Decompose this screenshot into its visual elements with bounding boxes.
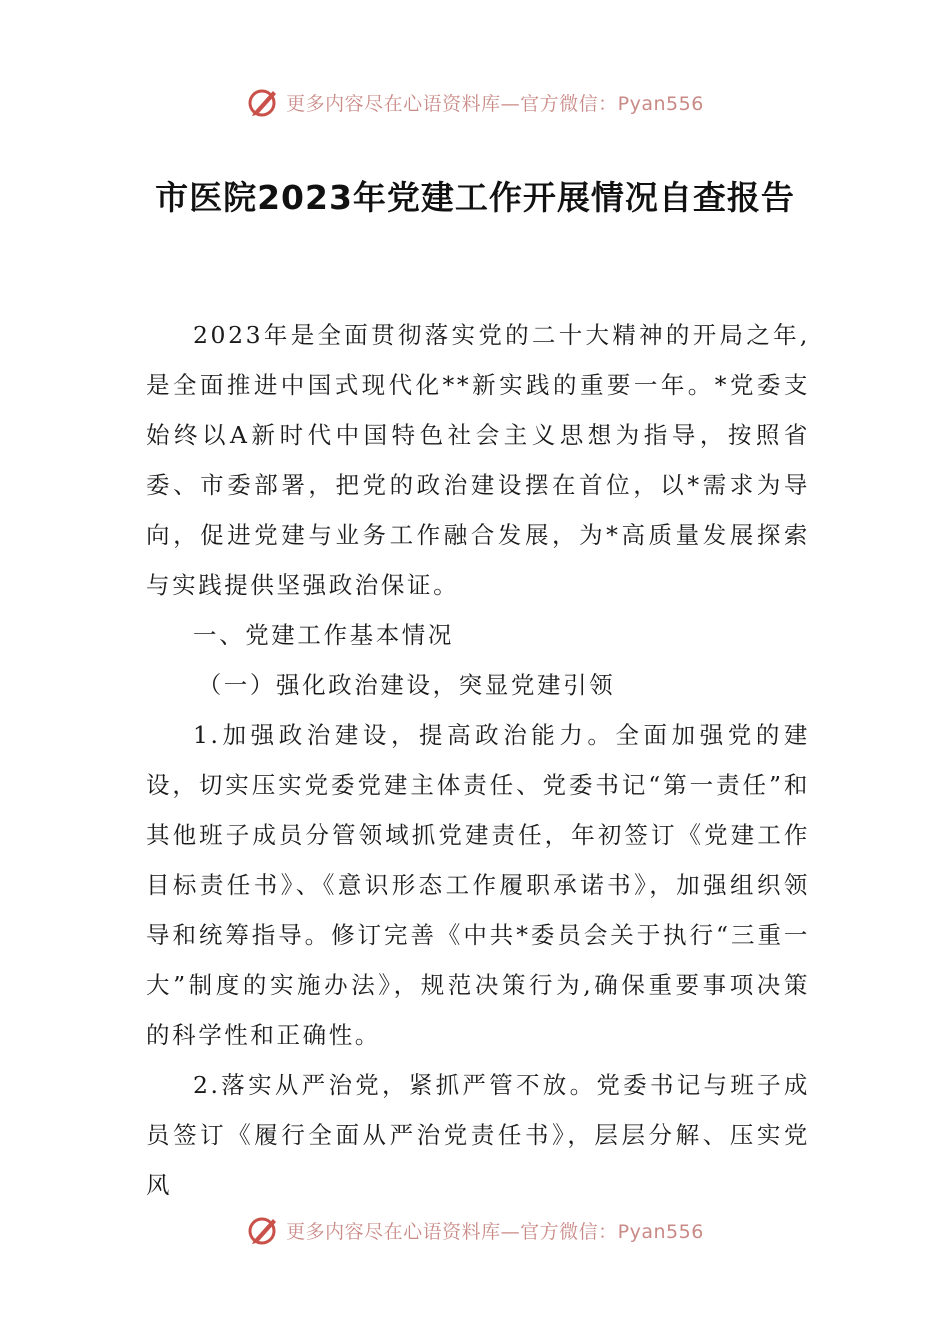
watermark-text: 更多内容尽在心语资料库—官方微信：Pyan556 <box>286 1220 704 1243</box>
header-watermark <box>0 82 950 122</box>
footer-watermark <box>0 1210 950 1250</box>
watermark-wechat-id: Pyan556 <box>617 92 704 115</box>
pen-circle-logo-icon <box>246 1213 280 1247</box>
pen-circle-logo-icon <box>246 85 280 119</box>
watermark-text: 更多内容尽在心语资料库—官方微信：Pyan556 <box>286 92 704 115</box>
watermark-wechat-id: Pyan556 <box>617 1220 704 1243</box>
subsection-heading: （一）强化政治建设，突显党建引领 <box>197 671 616 699</box>
section-heading: 一、党建工作基本情况 <box>193 621 454 649</box>
item-paragraph-1: 1.加强政治建设，提高政治能力。全面加强党的建设，切实压实党委党建主体责任、党委书记“第一责任”和其他班子成员分管领域抓党建责任，年初签订《党建工作目标责任书》、《意识形态工作履职承诺书》，加强组织领导和统筹指导。修订完善《中共*委员会关于执行“三重一大”制度的实施办法》，规范决策行为,确保重要事项决策的科学性和正确性。 <box>146 721 810 1049</box>
item-paragraph-2: 2.落实从严治党，紧抓严管不放。党委书记与班子成员签订《履行全面从严治党责任书》，层层分解、压实党风 <box>146 1071 810 1199</box>
document-body <box>146 310 810 1210</box>
document-title: 市医院2023年党建工作开展情况自查报告 <box>155 178 795 217</box>
intro-paragraph: 2023年是全面贯彻落实党的二十大精神的开局之年,是全面推进中国式现代化**新实践的重要一年。*党委支始终以A新时代中国特色社会主义思想为指导，按照省委、市委部署，把党的政治建设摆在首位，以*需求为导向，促进党建与业务工作融合发展，为*高质量发展探索与实践提供坚强政治保证。 <box>146 321 810 599</box>
